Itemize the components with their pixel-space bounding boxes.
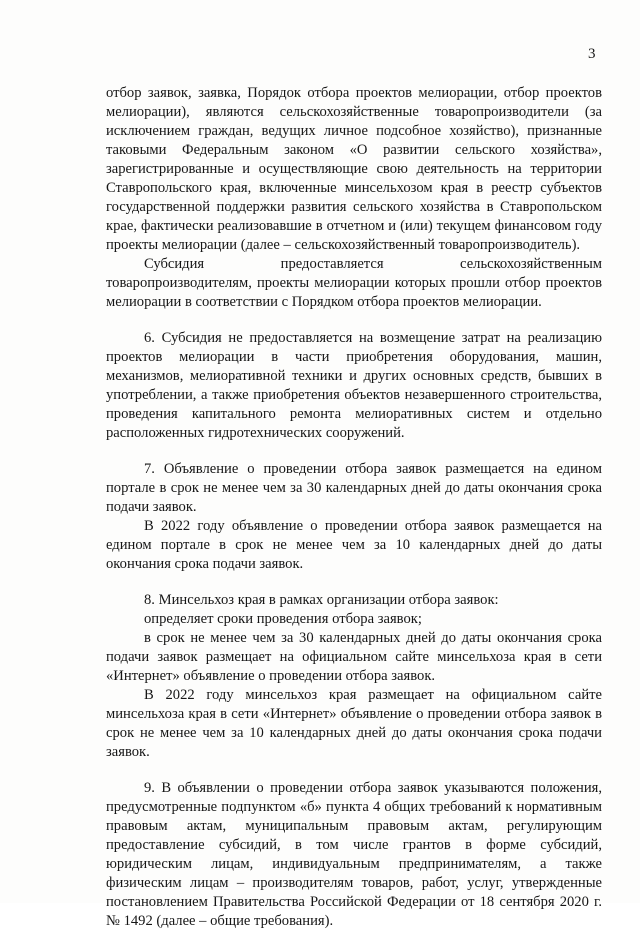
- page-number: 3: [588, 46, 596, 62]
- paragraph-gap: [106, 574, 602, 591]
- paragraph-gap: [106, 762, 602, 779]
- paragraph-item-8-2022: В 2022 году минсельхоз края размещает на официальном сайте минсельхоза края в сети «Интернет» объявление о проведении отбора заявок в срок не менее чем за 10 календарных дней до даты окончания срока подачи заявок.: [106, 687, 602, 760]
- paragraph-item-7: 7. Объявление о проведении отбора заявок размещается на едином портале в срок не менее чем за 30 календарных дней до даты окончания срока подачи заявок.: [106, 461, 602, 515]
- document-body: [106, 84, 602, 931]
- paragraph-gap: [106, 312, 602, 329]
- paragraph-item-8-dates: определяет сроки проведения отбора заявок;: [144, 611, 422, 627]
- paragraph-item-9: 9. В объявлении о проведении отбора заявок указываются положения, предусмотренные подпунктом «б» пункта 4 общих требований к нормативным правовым актам, муниципальным правовым актам, регулирующим предоставление субсидий, в том числе грантов в форме субсидий, юридическим лицам, индивидуальным предпринимателям, а также физическим лицам – производителям товаров, работ, услуг, утвержденные постановлением Правительства Российской Федерации от 18 сентября 2020 г. № 1492 (далее – общие требования).: [106, 780, 602, 929]
- paragraph-recipients-continuation: отбор заявок, заявка, Порядок отбора проектов мелиорации, отбор проектов мелиорации), являются сельскохозяйственные товаропроизводители (за исключением граждан, ведущих личное подсобное хозяйство), признанные таковыми Федеральным законом «О развитии сельского хозяйства», зарегистрированные и осуществляющие свою деятельность на территории Ставропольского края, включенные минсельхозом края в реестр субъектов государственной поддержки развития сельского хозяйства в Ставропольском крае, фактически реализовавшие в отчетном и (или) текущем финансовом году проекты мелиорации (далее – сельскохозяйственный товаропроизводитель).: [106, 85, 602, 253]
- paragraph-item-8-announcement: в срок не менее чем за 30 календарных дней до даты окончания срока подачи заявок размещает на официальном сайте минсельхоза края в сети «Интернет» объявление о проведении отбора заявок.: [106, 630, 602, 684]
- paragraph-subsidy-provided: Субсидия предоставляется сельскохозяйственным товаропроизводителям, проекты мелиорации которых прошли отбор проектов мелиорации в соответствии с Порядком отбора проектов мелиорации.: [106, 256, 602, 310]
- paragraph-gap: [106, 443, 602, 460]
- paragraph-item-8: 8. Минсельхоз края в рамках организации отбора заявок:: [144, 592, 499, 608]
- paragraph-item-6: 6. Субсидия не предоставляется на возмещение затрат на реализацию проектов мелиорации в части приобретения оборудования, машин, механизмов, мелиоративной техники и других основных средств, бывших в употреблении, а также приобретения объектов незавершенного строительства, проведения капитального ремонта мелиоративных систем и отдельно расположенных гидротехнических сооружений.: [106, 330, 602, 441]
- paragraph-item-7-2022: В 2022 году объявление о проведении отбора заявок размещается на едином портале в срок не менее чем за 10 календарных дней до даты окончания срока подачи заявок.: [106, 518, 602, 572]
